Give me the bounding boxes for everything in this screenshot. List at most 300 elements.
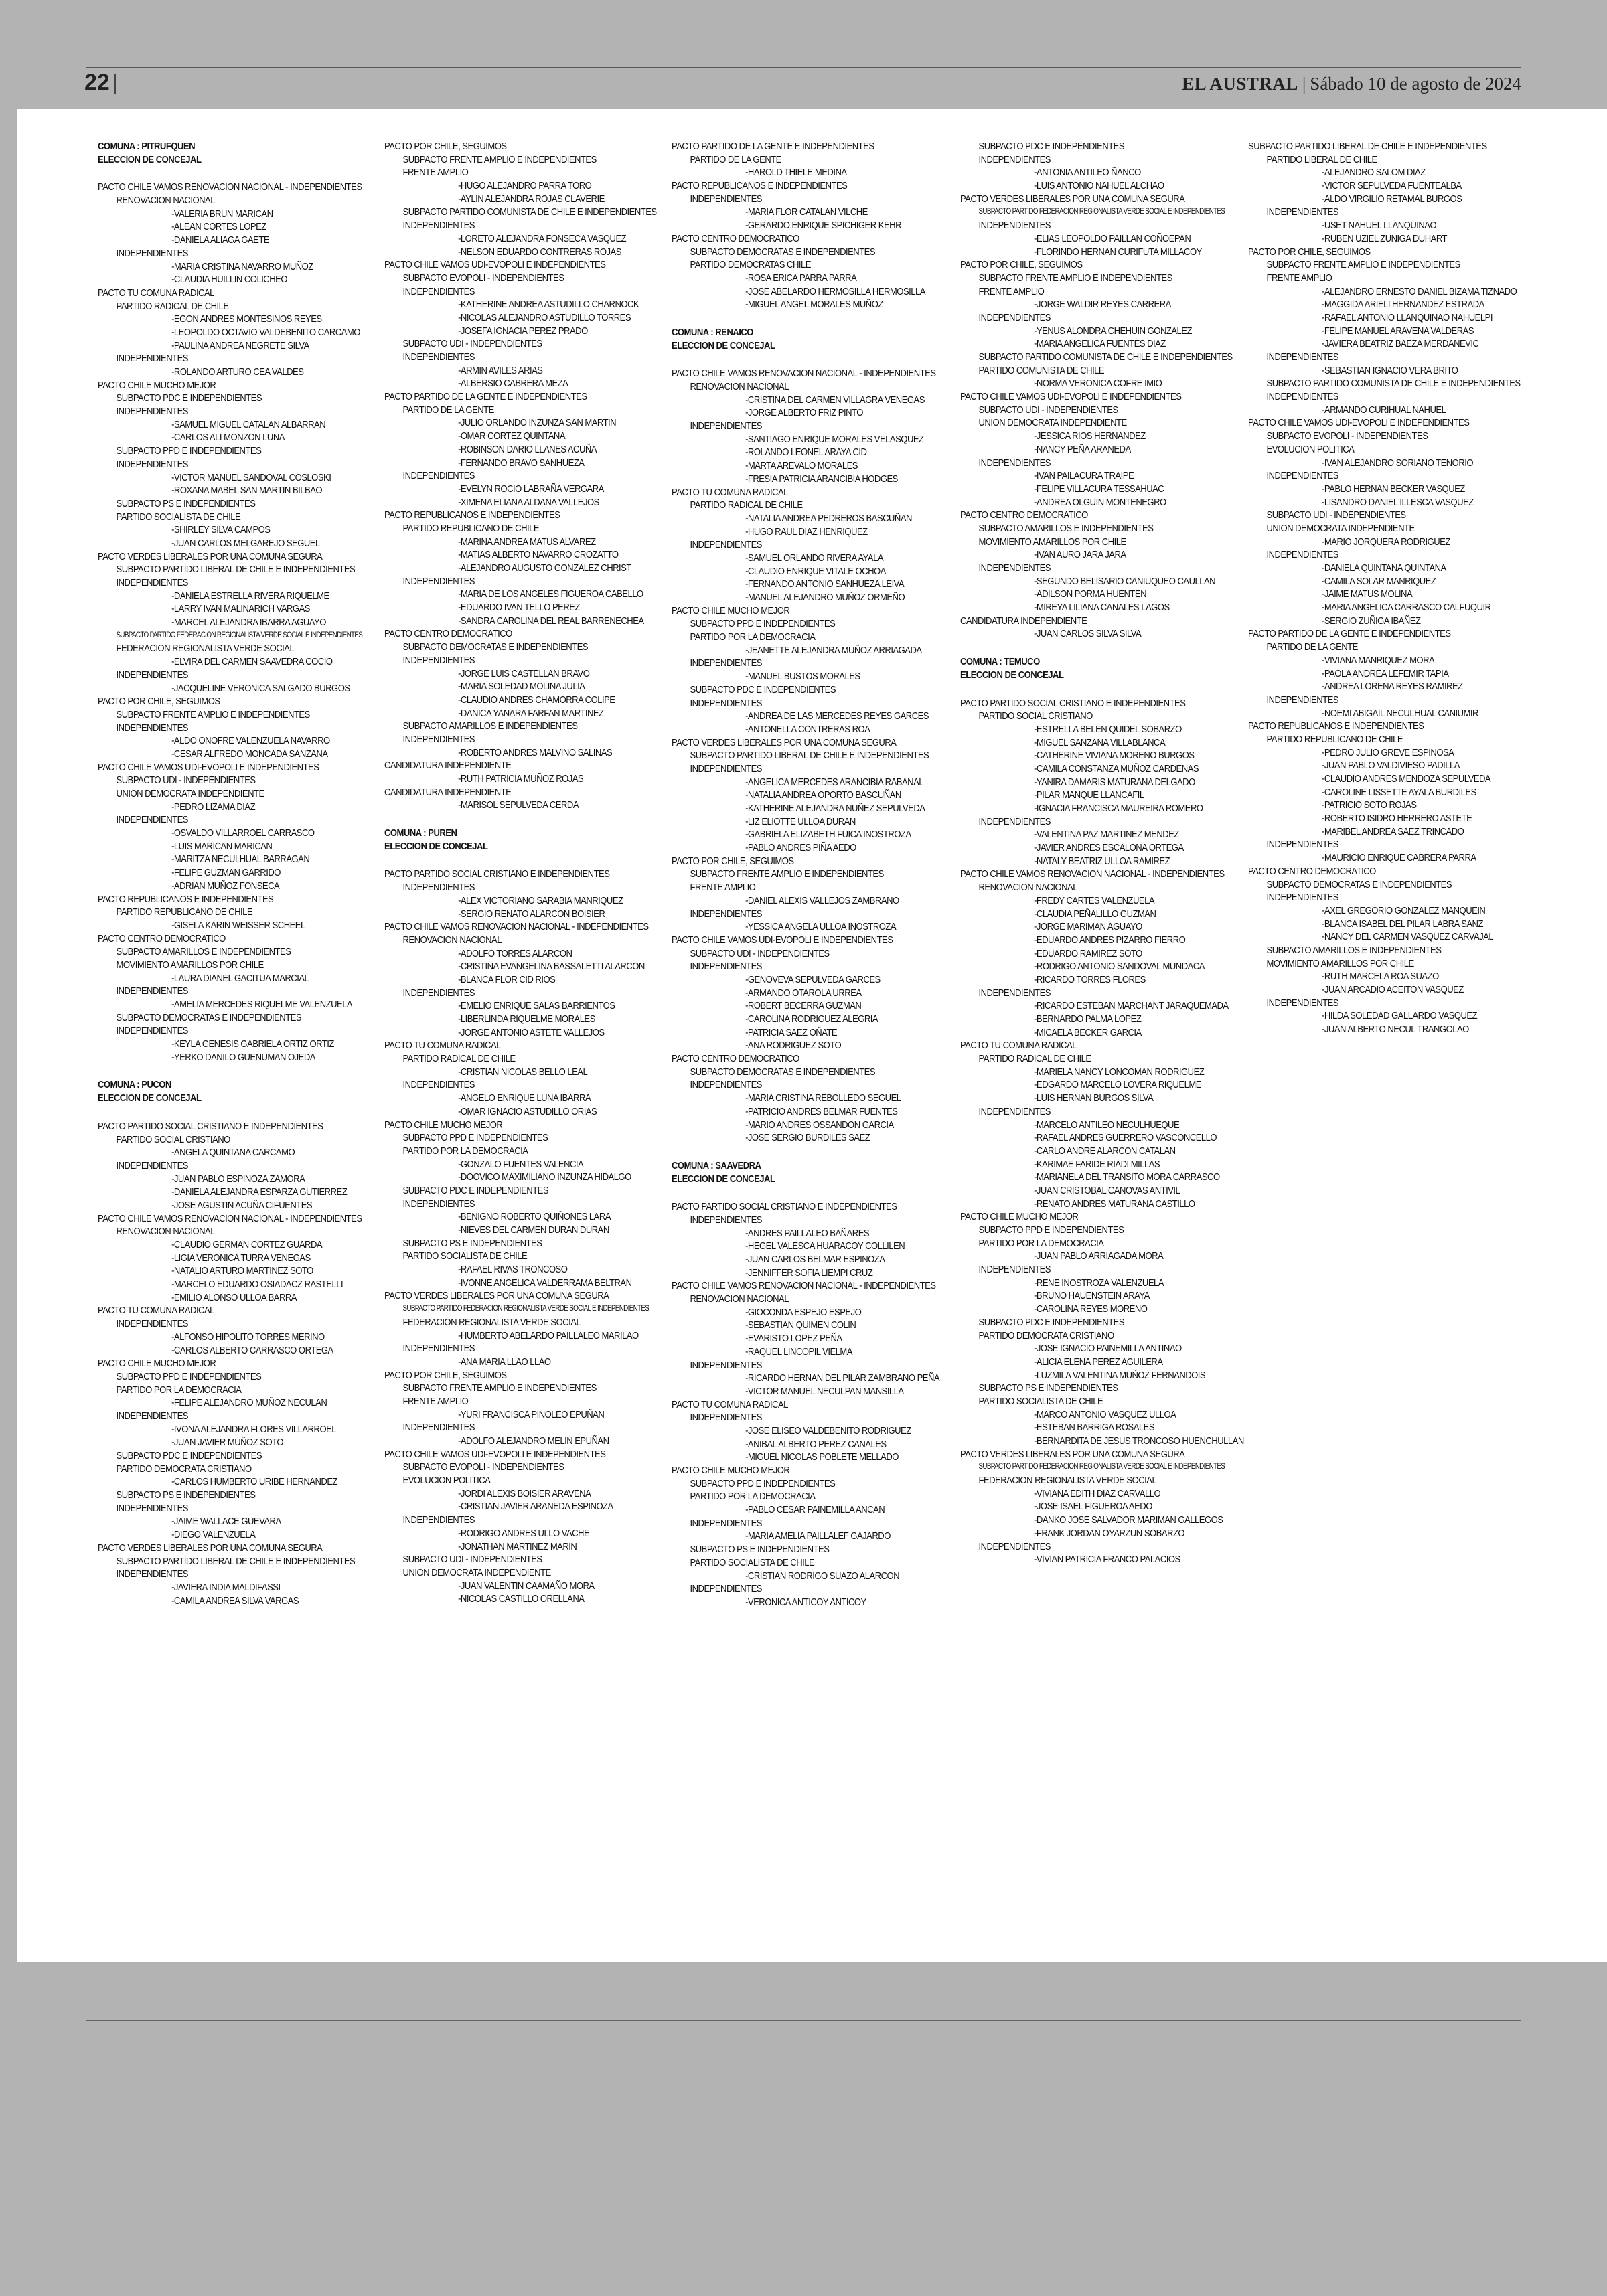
spacer bbox=[98, 1064, 339, 1078]
candidate-name: -MARIA CRISTINA REBOLLEDO SEGUEL bbox=[745, 1092, 901, 1104]
party-label: PARTIDO COMUNISTA DE CHILE bbox=[978, 364, 1105, 376]
candidate-name: -BRUNO HAUENSTEIN ARAYA bbox=[1034, 1290, 1150, 1302]
candidate-name: -CRISTIAN JAVIER ARANEDA ESPINOZA bbox=[458, 1501, 613, 1513]
pact-label: CANDIDATURA INDEPENDIENTE bbox=[384, 760, 512, 772]
candidate-name: -BERNARDITA DE JESUS TRONCOSO HUENCHULLAN bbox=[1034, 1435, 1244, 1447]
candidate-name: -PAOLA ANDREA LEFEMIR TAPIA bbox=[1322, 667, 1449, 679]
party-label: FEDERACION REGIONALISTA VERDE SOCIAL bbox=[116, 643, 295, 655]
candidate-name: -VICTOR MANUEL NECULPAN MANSILLA bbox=[745, 1385, 904, 1397]
candidate-name: -NICOLAS CASTILLO ORELLANA bbox=[458, 1593, 585, 1605]
pact-label: PACTO CHILE MUCHO MEJOR bbox=[384, 1119, 503, 1131]
party-label: SUBPACTO DEMOCRATAS E INDEPENDIENTES bbox=[690, 1066, 876, 1078]
party-label: EVOLUCION POLITICA bbox=[1266, 443, 1355, 455]
pact-label: PACTO VERDES LIBERALES POR UNA COMUNA SEGURA bbox=[960, 1448, 1185, 1460]
party-label: SUBPACTO PARTIDO COMUNISTA DE CHILE E INDEPENDIENTES bbox=[1266, 378, 1521, 390]
party-label: SUBPACTO AMARILLOS E INDEPENDIENTES bbox=[116, 946, 291, 958]
candidate-name: -KATHERINE ANDREA ASTUDILLO CHARNOCK bbox=[458, 299, 639, 311]
candidate-name: -EVARISTO LOPEZ PEÑA bbox=[745, 1333, 842, 1345]
candidate-name: -ALEAN CORTES LOPEZ bbox=[171, 221, 266, 233]
candidate-name: -CRISTIAN RODRIGO SUAZO ALARCON bbox=[745, 1570, 900, 1582]
candidate-name: -ANA RODRIGUEZ SOTO bbox=[745, 1040, 842, 1052]
candidate-name: -DANICA YANARA FARFAN MARTINEZ bbox=[458, 707, 604, 719]
candidate-name: -MICAELA BECKER GARCIA bbox=[1034, 1026, 1142, 1038]
candidate-name: -LIGIA VERONICA TURRA VENEGAS bbox=[171, 1252, 311, 1264]
pact-label: PACTO POR CHILE, SEGUIMOS bbox=[384, 1369, 507, 1381]
party-label: SUBPACTO PARTIDO FEDERACION REGIONALISTA VERDE SOCIAL E INDEPENDIENTES bbox=[116, 631, 363, 639]
party-label: INDEPENDIENTES bbox=[1266, 892, 1338, 904]
candidate-name: -FELIPE MANUEL ARAVENA VALDERAS bbox=[1322, 325, 1474, 337]
candidate-name: -DANIELA ALIAGA GAETE bbox=[171, 234, 270, 246]
party-label: PARTIDO DE LA GENTE bbox=[402, 404, 494, 416]
candidate-name: -YURI FRANCISCA PINOLEO EPUÑAN bbox=[458, 1408, 605, 1420]
pact-label: PACTO CHILE VAMOS RENOVACION NACIONAL - INDEPENDIENTES bbox=[384, 921, 649, 933]
candidate-name: -NOEMI ABIGAIL NECULHUAL CANIUMIR bbox=[1322, 707, 1478, 719]
party-label: INDEPENDIENTES bbox=[978, 815, 1051, 827]
party-label: INDEPENDIENTES bbox=[690, 762, 762, 774]
candidate-name: -KARIMAE FARIDE RIADI MILLAS bbox=[1034, 1158, 1160, 1170]
pact-label: PACTO CENTRO DEMOCRATICO bbox=[672, 232, 799, 244]
candidate-name: -PATRICIA SAEZ OÑATE bbox=[745, 1026, 838, 1038]
candidate-name: -FREDY CARTES VALENZUELA bbox=[1034, 894, 1155, 906]
candidate-name: -CARLO ANDRE ALARCON CATALAN bbox=[1034, 1145, 1176, 1157]
candidate-name: -LAURA DIANEL GACITUA MARCIAL bbox=[171, 972, 309, 984]
candidate-name: -JUAN CRISTOBAL CANOVAS ANTIVIL bbox=[1034, 1184, 1180, 1196]
candidate-name: -IVAN ALEJANDRO SORIANO TENORIO bbox=[1322, 457, 1474, 469]
candidate-name: -MARISOL SEPULVEDA CERDA bbox=[458, 799, 579, 811]
candidate-name: -LISANDRO DANIEL ILLESCA VASQUEZ bbox=[1322, 496, 1474, 508]
party-label: INDEPENDIENTES bbox=[978, 1105, 1051, 1117]
candidate-name: -BLANCA ISABEL DEL PILAR LABRA SANZ bbox=[1322, 918, 1483, 930]
party-label: PARTIDO REPUBLICANO DE CHILE bbox=[402, 522, 540, 534]
pact-label: PACTO CENTRO DEMOCRATICO bbox=[384, 628, 512, 640]
party-label: SUBPACTO PDC E INDEPENDIENTES bbox=[978, 1316, 1125, 1328]
candidate-name: -RAFAEL ANDRES GUERRERO VASCONCELLO bbox=[1034, 1132, 1217, 1144]
party-label: INDEPENDIENTES bbox=[690, 1359, 762, 1371]
candidate-name: -YERKO DANILO GUENUMAN OJEDA bbox=[171, 1051, 315, 1063]
pact-label: PACTO REPUBLICANOS E INDEPENDIENTES bbox=[384, 509, 560, 521]
page-number-divider bbox=[114, 74, 116, 94]
party-label: RENOVACION NACIONAL bbox=[690, 1293, 789, 1305]
candidate-name: -JENNIFFER SOFIA LIEMPI CRUZ bbox=[745, 1266, 873, 1279]
party-label: SUBPACTO PPD E INDEPENDIENTES bbox=[116, 445, 262, 457]
pact-label: PACTO CHILE VAMOS UDI-EVOPOLI E INDEPENDIENTES bbox=[384, 259, 606, 271]
candidate-name: -VALENTINA PAZ MARTINEZ MENDEZ bbox=[1034, 829, 1179, 841]
party-label: SUBPACTO FRENTE AMPLIO E INDEPENDIENTES bbox=[402, 1382, 597, 1394]
candidate-name: -LUZMILA VALENTINA MUÑOZ FERNANDOIS bbox=[1034, 1369, 1206, 1381]
pact-label: PACTO PARTIDO DE LA GENTE E INDEPENDIENTES bbox=[384, 391, 587, 403]
commune-heading: COMUNA : PITRUFQUEN bbox=[98, 141, 195, 152]
party-label: PARTIDO SOCIAL CRISTIANO bbox=[116, 1133, 230, 1145]
candidate-name: -JORGE WALDIR REYES CARRERA bbox=[1034, 299, 1171, 311]
candidate-name: -ADOLFO TORRES ALARCON bbox=[458, 947, 572, 959]
party-label: SUBPACTO PDC E INDEPENDIENTES bbox=[978, 141, 1125, 152]
candidate-name: -IVAN AURO JARA JARA bbox=[1034, 549, 1126, 561]
party-label: INDEPENDIENTES bbox=[116, 406, 188, 418]
candidate-name: -JESSICA RIOS HERNANDEZ bbox=[1034, 430, 1146, 442]
party-label: SUBPACTO PPD E INDEPENDIENTES bbox=[978, 1224, 1124, 1236]
pact-label: PACTO CHILE VAMOS UDI-EVOPOLI E INDEPENDIENTES bbox=[672, 934, 893, 946]
party-label: SUBPACTO PS E INDEPENDIENTES bbox=[690, 1544, 830, 1556]
party-label: SUBPACTO AMARILLOS E INDEPENDIENTES bbox=[402, 720, 578, 732]
candidate-name: -ANGELICA MERCEDES ARANCIBIA RABANAL bbox=[745, 776, 924, 788]
party-label: PARTIDO POR LA DEMOCRACIA bbox=[690, 631, 816, 643]
candidate-name: -CAMILA CONSTANZA MUÑOZ CARDENAS bbox=[1034, 762, 1199, 774]
candidate-name: -JORGE ANTONIO ASTETE VALLEJOS bbox=[458, 1026, 605, 1038]
candidate-name: -CRISTIAN NICOLAS BELLO LEAL bbox=[458, 1066, 588, 1078]
candidate-name: -HAROLD THIELE MEDINA bbox=[745, 167, 847, 179]
candidate-name: -JUAN CARLOS MELGAREJO SEGUEL bbox=[171, 537, 320, 549]
candidate-name: -YENUS ALONDRA CHEHUIN GONZALEZ bbox=[1034, 325, 1192, 337]
spacer bbox=[960, 641, 1202, 655]
candidate-name: -RAQUEL LINCOPIL VIELMA bbox=[745, 1345, 852, 1358]
candidate-name: -JORGE LUIS CASTELLAN BRAVO bbox=[458, 667, 590, 679]
candidate-name: -OMAR IGNACIO ASTUDILLO ORIAS bbox=[458, 1105, 597, 1117]
party-label: SUBPACTO FRENTE AMPLIO E INDEPENDIENTES bbox=[690, 868, 884, 880]
candidate-name: -ELIAS LEOPOLDO PAILLAN COÑOEPAN bbox=[1034, 232, 1191, 244]
pact-label: PACTO PARTIDO SOCIAL CRISTIANO E INDEPENDIENTES bbox=[960, 697, 1186, 709]
pact-label: PACTO TU COMUNA RADICAL bbox=[672, 1398, 788, 1410]
candidate-name: -FLORINDO HERNAN CURIFUTA MILLACOY bbox=[1034, 246, 1202, 258]
candidate-name: -OMAR CORTEZ QUINTANA bbox=[458, 430, 566, 442]
candidate-name: -EGON ANDRES MONTESINOS REYES bbox=[171, 313, 322, 325]
candidate-name: -JUAN VALENTIN CAAMAÑO MORA bbox=[458, 1580, 595, 1592]
party-label: FRENTE AMPLIO bbox=[1266, 272, 1332, 284]
commune-heading: COMUNA : TEMUCO bbox=[960, 656, 1040, 668]
candidate-name: -JULIO ORLANDO INZUNZA SAN MARTIN bbox=[458, 417, 617, 429]
candidate-name: -MARIA FLOR CATALAN VILCHE bbox=[745, 206, 868, 218]
party-label: SUBPACTO PARTIDO FEDERACION REGIONALISTA VERDE SOCIAL E INDEPENDIENTES bbox=[402, 1305, 649, 1313]
party-label: RENOVACION NACIONAL bbox=[116, 1226, 215, 1238]
party-label: INDEPENDIENTES bbox=[690, 1517, 762, 1529]
candidate-name: -VICTOR SEPULVEDA FUENTEALBA bbox=[1322, 180, 1462, 192]
party-label: MOVIMIENTO AMARILLOS POR CHILE bbox=[1266, 957, 1414, 969]
party-label: INDEPENDIENTES bbox=[1266, 206, 1338, 218]
party-label: INDEPENDIENTES bbox=[978, 562, 1051, 574]
candidate-name: -JUAN PABLO VALDIVIESO PADILLA bbox=[1322, 760, 1460, 772]
party-label: SUBPACTO PARTIDO LIBERAL DE CHILE E INDEPENDIENTES bbox=[116, 1555, 356, 1567]
candidate-name: -HEGEL VALESCA HUARACOY COLLILEN bbox=[745, 1240, 905, 1252]
pact-label: PACTO PARTIDO DE LA GENTE E INDEPENDIENTES bbox=[672, 141, 874, 152]
candidate-name: -NICOLAS ALEJANDRO ASTUDILLO TORRES bbox=[458, 311, 631, 323]
candidate-name: -ANDREA DE LAS MERCEDES REYES GARCES bbox=[745, 710, 929, 722]
candidate-name: -CAROLINE LISSETTE AYALA BURDILES bbox=[1322, 786, 1476, 798]
party-label: SUBPACTO DEMOCRATAS E INDEPENDIENTES bbox=[1266, 878, 1452, 890]
party-label: PARTIDO DEMOCRATA CRISTIANO bbox=[978, 1329, 1114, 1341]
candidate-name: -MARIANELA DEL TRANSITO MORA CARRASCO bbox=[1034, 1171, 1220, 1183]
party-label: INDEPENDIENTES bbox=[116, 458, 188, 470]
candidate-name: -EDUARDO RAMIREZ SOTO bbox=[1034, 947, 1142, 959]
party-label: SUBPACTO PPD E INDEPENDIENTES bbox=[116, 1370, 262, 1382]
candidate-name: -MARCELO ANTILEO NECULHUEQUE bbox=[1034, 1119, 1180, 1131]
candidate-name: -RENE INOSTROZA VALENZUELA bbox=[1034, 1277, 1164, 1289]
party-label: INDEPENDIENTES bbox=[1266, 391, 1338, 403]
pact-label: PACTO CHILE MUCHO MEJOR bbox=[672, 1465, 790, 1476]
candidate-name: -JUAN CARLOS BELMAR ESPINOZA bbox=[745, 1254, 885, 1265]
party-label: PARTIDO SOCIALISTA DE CHILE bbox=[978, 1395, 1103, 1407]
party-label: INDEPENDIENTES bbox=[978, 153, 1051, 165]
pact-label: PACTO POR CHILE, SEGUIMOS bbox=[1248, 246, 1371, 258]
party-label: SUBPACTO UDI - INDEPENDIENTES bbox=[116, 774, 256, 787]
pact-label: PACTO TU COMUNA RADICAL bbox=[98, 1305, 214, 1317]
party-label: SUBPACTO PARTIDO LIBERAL DE CHILE E INDEPENDIENTES bbox=[116, 564, 356, 576]
column-1 bbox=[98, 140, 363, 1607]
commune-heading: ELECCION DE CONCEJAL bbox=[384, 840, 488, 852]
party-label: PARTIDO SOCIALISTA DE CHILE bbox=[116, 511, 241, 523]
pact-label: PACTO TU COMUNA RADICAL bbox=[98, 286, 214, 299]
spacer bbox=[98, 166, 339, 181]
party-label: SUBPACTO PARTIDO FEDERACION REGIONALISTA VERDE SOCIAL E INDEPENDIENTES bbox=[978, 1463, 1225, 1471]
candidate-name: -PATRICIO ANDRES BELMAR FUENTES bbox=[745, 1105, 898, 1117]
party-label: INDEPENDIENTES bbox=[402, 220, 475, 232]
candidate-name: -MARIA ANGELICA FUENTES DIAZ bbox=[1034, 338, 1166, 350]
spacer bbox=[672, 311, 913, 326]
column-3 bbox=[672, 140, 940, 1609]
party-label: INDEPENDIENTES bbox=[116, 1410, 188, 1422]
party-label: PARTIDO LIBERAL DE CHILE bbox=[1266, 153, 1377, 165]
candidate-name: -NATALIA ANDREA OPORTO BASCUÑAN bbox=[745, 789, 901, 801]
party-label: RENOVACION NACIONAL bbox=[402, 934, 502, 946]
party-label: PARTIDO POR LA DEMOCRACIA bbox=[402, 1145, 528, 1157]
candidate-name: -BLANCA FLOR CID RIOS bbox=[458, 973, 556, 985]
pact-label: PACTO PARTIDO SOCIAL CRISTIANO E INDEPENDIENTES bbox=[384, 868, 610, 880]
pact-label: PACTO POR CHILE, SEGUIMOS bbox=[384, 141, 507, 152]
candidate-name: -MARIA ANGELICA CARRASCO CALFUQUIR bbox=[1322, 602, 1491, 614]
page-header bbox=[0, 0, 1607, 107]
candidate-name: -LARRY IVAN MALINARICH VARGAS bbox=[171, 603, 310, 615]
candidate-name: -SERGIO RENATO ALARCON BOISIER bbox=[458, 908, 605, 920]
candidate-name: -FELIPE VILLACURA TESSAHUAC bbox=[1034, 483, 1164, 495]
party-label: INDEPENDIENTES bbox=[978, 987, 1051, 999]
issue-date: Sábado 10 de agosto de 2024 bbox=[1310, 74, 1521, 94]
candidate-name: -ANIBAL ALBERTO PEREZ CANALES bbox=[745, 1438, 887, 1450]
candidate-name: -EVELYN ROCIO LABRAÑA VERGARA bbox=[458, 483, 604, 495]
party-label: INDEPENDIENTES bbox=[690, 1079, 762, 1091]
candidate-name: -FELIPE GUZMAN GARRIDO bbox=[171, 867, 281, 879]
candidate-name: -DANIELA ALEJANDRA ESPARZA GUTIERREZ bbox=[171, 1186, 348, 1198]
party-label: SUBPACTO EVOPOLI - INDEPENDIENTES bbox=[402, 272, 564, 284]
candidate-name: -JUAN ALBERTO NECUL TRANGOLAO bbox=[1322, 1023, 1469, 1036]
party-label: PARTIDO RADICAL DE CHILE bbox=[690, 499, 803, 511]
pact-label: PACTO CENTRO DEMOCRATICO bbox=[960, 509, 1088, 521]
pact-label: PACTO REPUBLICANOS E INDEPENDIENTES bbox=[672, 180, 848, 192]
party-label: INDEPENDIENTES bbox=[116, 985, 188, 997]
party-label: SUBPACTO EVOPOLI - INDEPENDIENTES bbox=[1266, 430, 1428, 442]
candidate-name: -HUGO ALEJANDRO PARRA TORO bbox=[458, 180, 592, 192]
pact-label: PACTO VERDES LIBERALES POR UNA COMUNA SEGURA bbox=[960, 193, 1185, 205]
party-label: INDEPENDIENTES bbox=[402, 470, 475, 482]
candidate-name: -IVAN PAILACURA TRAIPE bbox=[1034, 470, 1134, 482]
candidate-name: -DANIELA ESTRELLA RIVERA RIQUELME bbox=[171, 590, 329, 602]
spacer bbox=[384, 853, 626, 868]
pact-label: PACTO CHILE VAMOS RENOVACION NACIONAL - INDEPENDIENTES bbox=[672, 1280, 936, 1292]
candidate-name: -JEANETTE ALEJANDRA MUÑOZ ARRIAGADA bbox=[745, 644, 922, 656]
pact-label: PACTO POR CHILE, SEGUIMOS bbox=[672, 855, 794, 867]
candidate-name: -SEGUNDO BELISARIO CANIUQUEO CAULLAN bbox=[1034, 575, 1216, 587]
pact-label: PACTO CHILE MUCHO MEJOR bbox=[98, 379, 216, 391]
party-label: INDEPENDIENTES bbox=[1266, 549, 1338, 561]
party-label: FRENTE AMPLIO bbox=[402, 167, 469, 179]
candidate-name: -CESAR ALFREDO MONCADA SANZANA bbox=[171, 748, 328, 760]
candidate-name: -ELVIRA DEL CARMEN SAAVEDRA COCIO bbox=[171, 656, 333, 668]
party-label: UNION DEMOCRATA INDEPENDIENTE bbox=[116, 788, 264, 799]
party-label: INDEPENDIENTES bbox=[116, 1318, 188, 1330]
party-label: SUBPACTO FRENTE AMPLIO E INDEPENDIENTES bbox=[402, 153, 597, 165]
candidate-name: -EDUARDO IVAN TELLO PEREZ bbox=[458, 602, 580, 614]
candidate-name: -ANDREA OLGUIN MONTENEGRO bbox=[1034, 496, 1166, 508]
candidate-name: -EMELIO ENRIQUE SALAS BARRIENTOS bbox=[458, 1000, 615, 1012]
pact-label: PACTO CHILE VAMOS RENOVACION NACIONAL - INDEPENDIENTES bbox=[960, 868, 1225, 880]
candidate-name: -JOSE ABELARDO HERMOSILLA HERMOSILLA bbox=[745, 285, 925, 297]
candidate-name: -MARCELO EDUARDO OSIADACZ RASTELLI bbox=[171, 1279, 343, 1291]
party-label: INDEPENDIENTES bbox=[690, 1583, 762, 1595]
candidate-name: -AYLIN ALEJANDRA ROJAS CLAVERIE bbox=[458, 193, 605, 205]
candidate-name: -ROSA ERICA PARRA PARRA bbox=[745, 272, 857, 284]
candidate-name: -FRESIA PATRICIA ARANCIBIA HODGES bbox=[745, 473, 898, 485]
candidate-name: -ALEJANDRO AUGUSTO GONZALEZ CHRIST bbox=[458, 562, 631, 574]
party-label: INDEPENDIENTES bbox=[116, 814, 188, 826]
candidate-name: -ANGELA QUINTANA CARCAMO bbox=[171, 1147, 295, 1159]
candidate-name: -GONZALO FUENTES VALENCIA bbox=[458, 1158, 584, 1170]
candidate-name: -ROLANDO ARTURO CEA VALDES bbox=[171, 366, 304, 378]
commune-heading: ELECCION DE CONCEJAL bbox=[98, 1092, 202, 1104]
candidate-name: -BENIGNO ROBERTO QUIÑONES LARA bbox=[458, 1211, 611, 1223]
candidate-name: -RAFAEL RIVAS TRONCOSO bbox=[458, 1264, 568, 1276]
party-label: FRENTE AMPLIO bbox=[690, 882, 756, 894]
party-label: SUBPACTO PDC E INDEPENDIENTES bbox=[690, 683, 836, 695]
candidate-name: -EDUARDO ANDRES PIZARRO FIERRO bbox=[1034, 934, 1186, 946]
candidate-name: -PEDRO JULIO GREVE ESPINOSA bbox=[1322, 746, 1454, 758]
candidate-name: -DOOVICO MAXIMILIANO INZUNZA HIDALGO bbox=[458, 1171, 631, 1183]
party-label: INDEPENDIENTES bbox=[978, 1264, 1051, 1276]
newspaper-brand: EL AUSTRAL bbox=[1182, 74, 1298, 94]
party-label: INDEPENDIENTES bbox=[978, 457, 1051, 469]
party-label: INDEPENDIENTES bbox=[116, 722, 188, 734]
candidate-name: -JOSE AGUSTIN ACUÑA CIFUENTES bbox=[171, 1199, 313, 1211]
candidate-name: -VIVIANA EDITH DIAZ CARVALLO bbox=[1034, 1487, 1161, 1499]
candidate-name: -LUIS MARICAN MARICAN bbox=[171, 840, 273, 852]
party-label: UNION DEMOCRATA INDEPENDIENTE bbox=[402, 1566, 551, 1578]
candidate-name: -MATIAS ALBERTO NAVARRO CROZATTO bbox=[458, 549, 619, 561]
page-number: 22 bbox=[84, 70, 110, 95]
party-label: PARTIDO DEMOCRATA CRISTIANO bbox=[116, 1463, 252, 1475]
candidate-name: -SEBASTIAN IGNACIO VERA BRITO bbox=[1322, 364, 1458, 376]
party-label: SUBPACTO PS E INDEPENDIENTES bbox=[402, 1237, 542, 1249]
party-label: INDEPENDIENTES bbox=[116, 577, 188, 588]
pact-label: PACTO VERDES LIBERALES POR UNA COMUNA SEGURA bbox=[384, 1290, 609, 1302]
candidate-name: -LORETO ALEJANDRA FONSECA VASQUEZ bbox=[458, 232, 627, 244]
party-label: MOVIMIENTO AMARILLOS POR CHILE bbox=[978, 536, 1126, 548]
party-label: RENOVACION NACIONAL bbox=[116, 195, 215, 207]
candidate-name: -CATHERINE VIVIANA MORENO BURGOS bbox=[1034, 750, 1195, 762]
candidate-name: -MARIA CRISTINA NAVARRO MUÑOZ bbox=[171, 260, 313, 272]
candidate-name: -HILDA SOLEDAD GALLARDO VASQUEZ bbox=[1322, 1010, 1478, 1022]
spacer bbox=[960, 682, 1202, 697]
pact-label: PACTO CHILE VAMOS UDI-EVOPOLI E INDEPENDIENTES bbox=[960, 391, 1182, 403]
candidate-name: -ROLANDO LEONEL ARAYA CID bbox=[745, 446, 867, 459]
candidate-name: -LIZ ELIOTTE ULLOA DURAN bbox=[745, 815, 856, 827]
candidate-name: -MAGGIDA ARIELI HERNANDEZ ESTRADA bbox=[1322, 299, 1484, 311]
party-label: PARTIDO REPUBLICANO DE CHILE bbox=[116, 906, 253, 918]
candidate-name: -ROBERTO ISIDRO HERRERO ASTETE bbox=[1322, 813, 1472, 825]
candidate-name: -LUIS ANTONIO NAHUEL ALCHAO bbox=[1034, 180, 1164, 192]
candidate-name: -GIOCONDA ESPEJO ESPEJO bbox=[745, 1306, 862, 1318]
party-label: PARTIDO RADICAL DE CHILE bbox=[978, 1053, 1091, 1065]
party-label: INDEPENDIENTES bbox=[402, 1514, 475, 1526]
candidate-name: -MANUEL BUSTOS MORALES bbox=[745, 671, 860, 683]
party-label: PARTIDO DEMOCRATAS CHILE bbox=[690, 259, 811, 271]
candidate-name: -YANIRA DAMARIS MATURANA DELGADO bbox=[1034, 776, 1195, 788]
pact-label: PACTO VERDES LIBERALES POR UNA COMUNA SEGURA bbox=[672, 736, 897, 748]
spacer bbox=[672, 1145, 913, 1159]
candidate-name: -VICTOR MANUEL SANDOVAL COSLOSKI bbox=[171, 471, 331, 483]
candidate-name: -ALFONSO HIPOLITO TORRES MERINO bbox=[171, 1331, 325, 1343]
party-label: FRENTE AMPLIO bbox=[402, 1395, 469, 1407]
candidate-name: -SERGIO ZUÑIGA IBAÑEZ bbox=[1322, 614, 1421, 627]
candidate-name: -JOSE SERGIO BURDILES SAEZ bbox=[745, 1132, 870, 1144]
pact-label: PACTO TU COMUNA RADICAL bbox=[672, 486, 788, 498]
party-label: PARTIDO POR LA DEMOCRACIA bbox=[978, 1237, 1104, 1249]
candidate-name: -DANIEL ALEXIS VALLEJOS ZAMBRANO bbox=[745, 894, 899, 906]
candidate-name: -JORGE ALBERTO FRIZ PINTO bbox=[745, 407, 863, 419]
pact-label: PACTO CHILE VAMOS RENOVACION NACIONAL - INDEPENDIENTES bbox=[98, 181, 362, 193]
party-label: SUBPACTO DEMOCRATAS E INDEPENDIENTES bbox=[690, 246, 876, 258]
party-label: SUBPACTO PPD E INDEPENDIENTES bbox=[690, 1477, 836, 1489]
candidate-name: -ANGELO ENRIQUE LUNA IBARRA bbox=[458, 1092, 591, 1104]
candidate-name: -ALEX VICTORIANO SARABIA MANRIQUEZ bbox=[458, 894, 623, 906]
candidate-name: -MARIA AMELIA PAILLALEF GAJARDO bbox=[745, 1530, 891, 1542]
candidate-name: -CAROLINA RODRIGUEZ ALEGRIA bbox=[745, 1013, 878, 1025]
party-label: SUBPACTO PPD E INDEPENDIENTES bbox=[690, 618, 836, 630]
commune-heading: COMUNA : PUREN bbox=[384, 827, 457, 839]
candidate-name: -SEBASTIAN QUIMEN COLIN bbox=[745, 1319, 856, 1331]
pact-label: PACTO TU COMUNA RADICAL bbox=[960, 1040, 1077, 1052]
pact-label: PACTO CHILE VAMOS RENOVACION NACIONAL - INDEPENDIENTES bbox=[98, 1212, 362, 1224]
candidate-name: -RUTH PATRICIA MUÑOZ ROJAS bbox=[458, 773, 584, 785]
pact-label: PACTO PARTIDO SOCIAL CRISTIANO E INDEPENDIENTES bbox=[672, 1201, 897, 1213]
candidate-name: -SAMUEL ORLANDO RIVERA AYALA bbox=[745, 552, 884, 564]
candidate-name: -JAIME MATUS MOLINA bbox=[1322, 588, 1413, 600]
commune-heading: COMUNA : SAAVEDRA bbox=[672, 1159, 761, 1171]
party-label: PARTIDO DE LA GENTE bbox=[690, 153, 781, 165]
candidate-name: -MAURICIO ENRIQUE CABRERA PARRA bbox=[1322, 852, 1476, 864]
pact-label: PACTO VERDES LIBERALES POR UNA COMUNA SEGURA bbox=[98, 550, 323, 562]
party-label: INDEPENDIENTES bbox=[978, 1540, 1051, 1552]
party-label: PARTIDO SOCIALISTA DE CHILE bbox=[402, 1250, 528, 1262]
candidate-name: -MARIA DE LOS ANGELES FIGUEROA CABELLO bbox=[458, 588, 643, 600]
candidate-name: -PABLO ANDRES PIÑA AEDO bbox=[745, 842, 856, 854]
candidate-name: -PABLO CESAR PAINEMILLA ANCAN bbox=[745, 1504, 885, 1516]
candidate-name: -JUAN CARLOS SILVA SILVA bbox=[1034, 628, 1142, 640]
spacer bbox=[672, 352, 913, 367]
candidate-name: -JOSE ELISEO VALDEBENITO RODRIGUEZ bbox=[745, 1424, 911, 1437]
party-label: INDEPENDIENTES bbox=[116, 1159, 188, 1171]
candidate-name: -JUAN PABLO ESPINOZA ZAMORA bbox=[171, 1173, 305, 1185]
candidate-name: -ARMANDO OTAROLA URREA bbox=[745, 987, 862, 999]
candidate-name: -BERNARDO PALMA LOPEZ bbox=[1034, 1013, 1142, 1025]
candidate-name: -USET NAHUEL LLANQUINAO bbox=[1322, 220, 1437, 232]
candidate-name: -ARMIN AVILES ARIAS bbox=[458, 364, 543, 376]
candidate-name: -RODRIGO ANTONIO SANDOVAL MUNDACA bbox=[1034, 961, 1205, 973]
candidate-name: -RUTH MARCELA ROA SUAZO bbox=[1322, 971, 1439, 983]
pact-label: PACTO CHILE MUCHO MEJOR bbox=[960, 1211, 1079, 1223]
candidate-name: -DANKO JOSE SALVADOR MARIMAN GALLEGOS bbox=[1034, 1514, 1223, 1526]
candidate-name: -JAVIERA BEATRIZ BAEZA MERDANEVIC bbox=[1322, 338, 1479, 350]
candidate-name: -JORGE MARIMAN AGUAYO bbox=[1034, 921, 1142, 933]
candidate-name: -ANDRES PAILLALEO BAÑARES bbox=[745, 1227, 870, 1239]
candidate-name: -JAVIERA INDIA MALDIFASSI bbox=[171, 1581, 281, 1593]
candidate-name: -CLAUDIO ENRIQUE VITALE OCHOA bbox=[745, 565, 886, 577]
party-label: INDEPENDIENTES bbox=[978, 220, 1051, 232]
